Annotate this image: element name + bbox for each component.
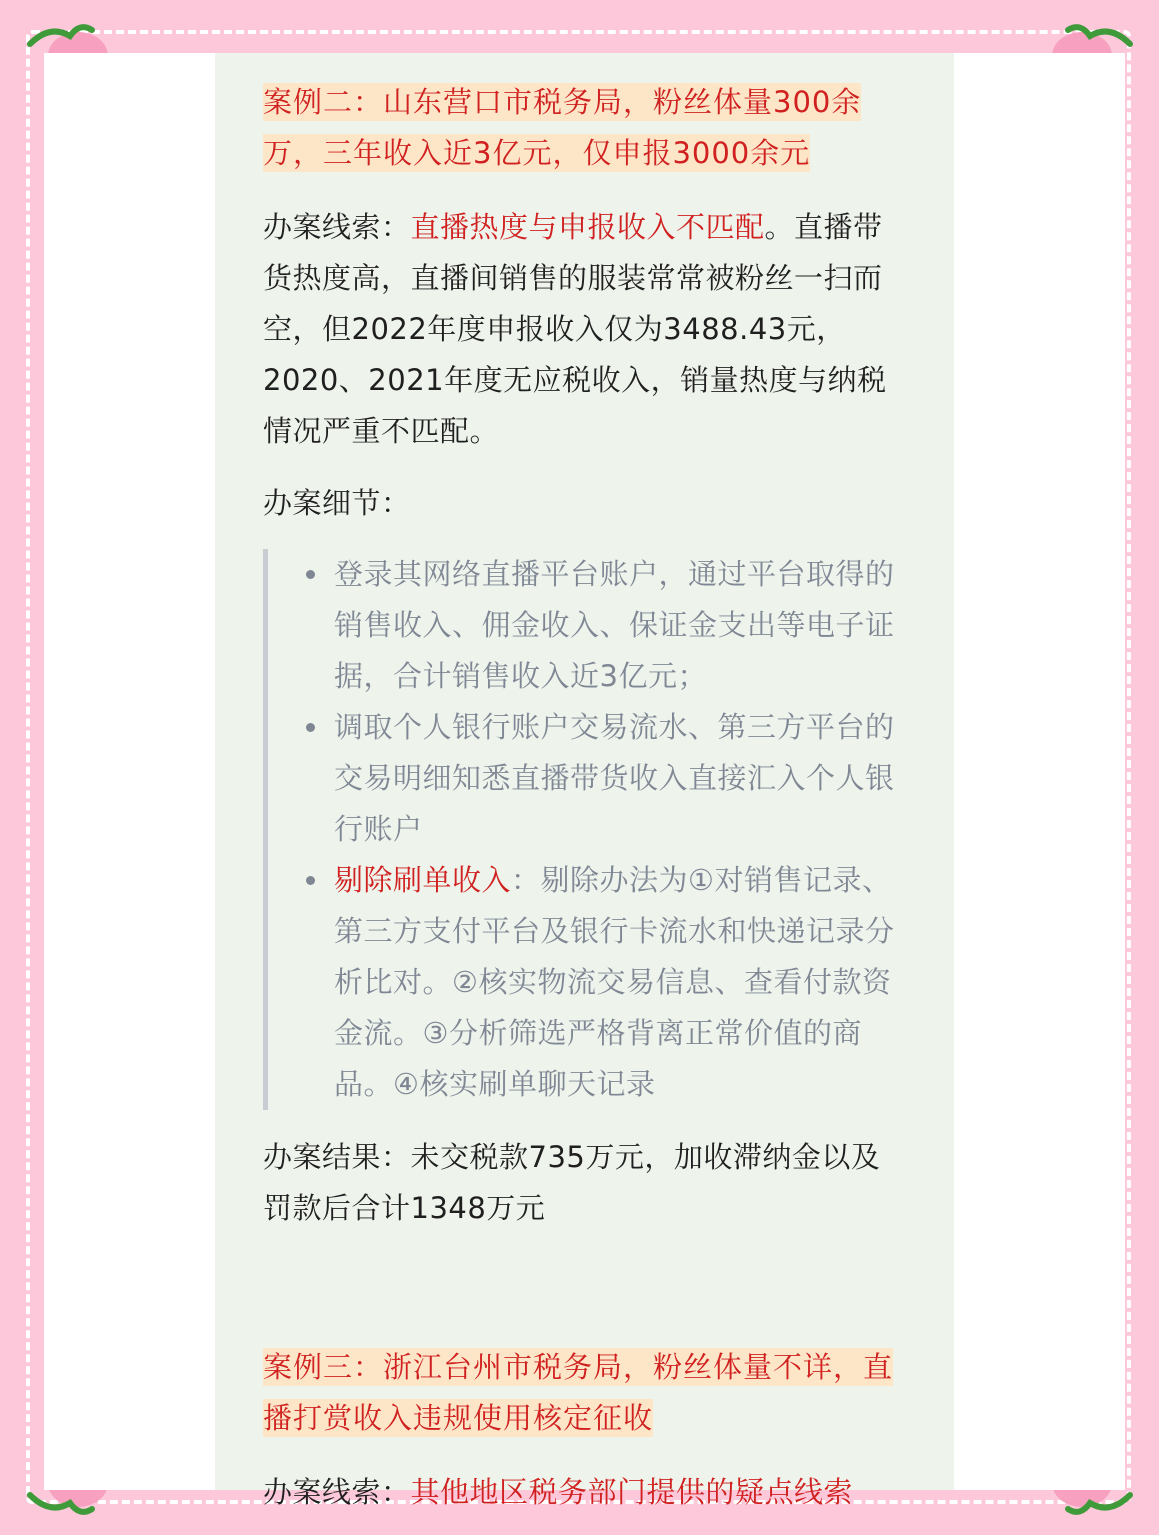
- list-item-text: ：剔除办法为①对销售记录、第三方支付平台及银行卡流水和快递记录分析比对。②核实物流交易信息、查看付款资金流。③分析筛选严格背离正常价值的商品。④核实刷单聊天记录: [334, 863, 895, 1101]
- list-item-text: 调取个人银行账户交易流水、第三方平台的交易明细知悉直播带货收入直接汇入个人银行账户: [334, 710, 895, 846]
- case3-title: [263, 1342, 903, 1444]
- case2-title-line2: 万，三年收入近3亿元，仅申报3000余元: [263, 136, 811, 170]
- list-item: [304, 549, 903, 702]
- case2-result: 办案结果：未交税款735万元，加收滞纳金以及罚款后合计1348万元: [263, 1140, 881, 1225]
- content-card: [44, 53, 1125, 1509]
- clue-label: 办案线索：: [263, 1475, 411, 1509]
- details-blockquote: [263, 549, 903, 1110]
- case3-title-line2: 播打赏收入违规使用核定征收: [263, 1401, 654, 1435]
- case2-detail-label: 办案细节：: [263, 486, 411, 520]
- list-item-text: 登录其网络直播平台账户，通过平台取得的销售收入、佣金收入、保证金支出等电子证据，合计销售收入近3亿元；: [334, 557, 895, 693]
- case3-title-line1: 案例三：浙江台州市税务局，粉丝体量不详，直: [263, 1350, 894, 1384]
- list-item: [304, 702, 903, 855]
- case2-title: [263, 77, 903, 179]
- list-item: [304, 855, 903, 1110]
- list-item-highlight: 剔除刷单收入: [334, 863, 512, 897]
- article-body: [215, 53, 954, 1509]
- case2-clue: [263, 202, 903, 457]
- clue-text: 。直播带货热度高，直播间销售的服装常常被粉丝一扫而空，但2022年度申报收入仅为3488.43元，2020、2021年度无应税收入，销量热度与纳税情况严重不匹配。: [263, 210, 887, 448]
- details-list: [304, 549, 903, 1110]
- clue-highlight: 直播热度与申报收入不匹配: [410, 210, 765, 244]
- clue-highlight: 其他地区税务部门提供的疑点线索: [410, 1475, 854, 1509]
- clue-label: 办案线索：: [263, 210, 411, 244]
- case2-title-line1: 案例二：山东营口市税务局，粉丝体量300余: [263, 85, 862, 119]
- case3-clue: [263, 1467, 903, 1518]
